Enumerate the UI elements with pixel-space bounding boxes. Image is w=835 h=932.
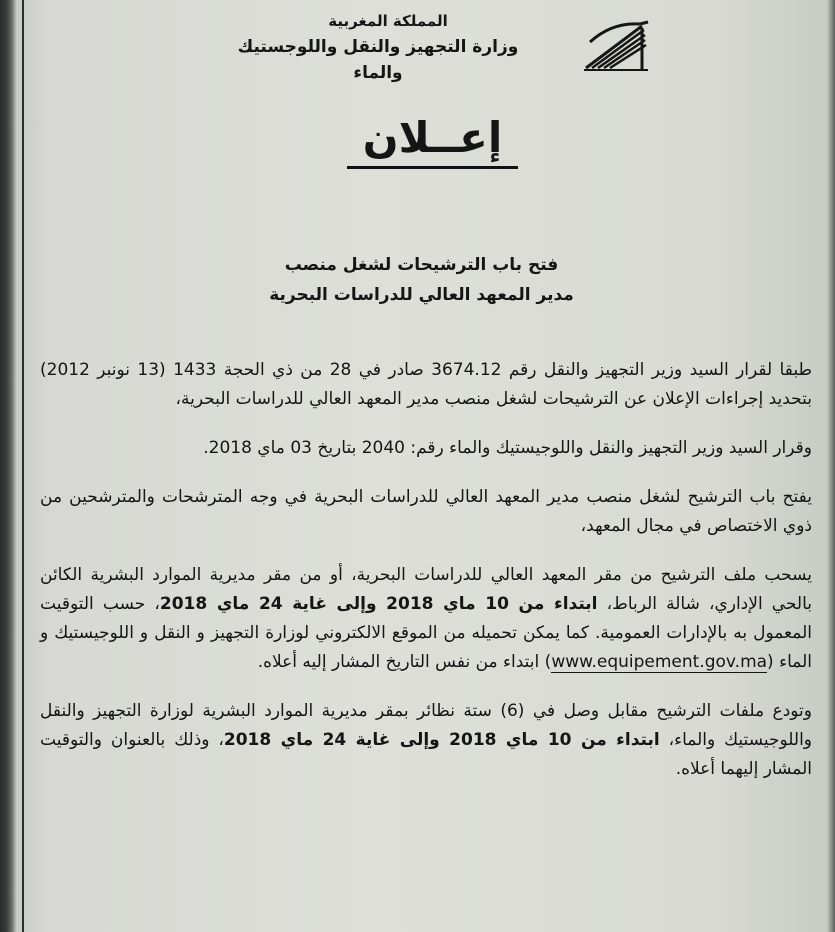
subject-line-1: فتح باب الترشيحات لشغل منصب — [284, 255, 559, 275]
paragraph-decision-2: وقرار السيد وزير التجهيز والنقل واللوجيستيك والماء رقم: 2040 بتاريخ 03 ماي 2018. — [203, 438, 812, 458]
ministry-name: وزارة التجهيز والنقل واللوجستيك والماء — [237, 37, 519, 83]
kingdom-name: المملكة المغربية — [328, 12, 448, 30]
submission-period: ابتداء من 10 ماي 2018 وإلى غاية 24 ماي 2018 — [223, 730, 660, 750]
announcement-body — [40, 356, 812, 784]
withdrawal-text-2: ، حسب التوقيت المعمول به بالإدارات العمومية. كما يمكن تحميله من الموقع الالكتروني لوزارة التجهيز و النقل و اللوجيستيك و الماء ( — [40, 594, 812, 672]
paragraph-file-submission — [40, 697, 812, 784]
announcement-title: إعــلان — [347, 110, 519, 169]
paragraph-opening: يفتح باب الترشيح لشغل منصب مدير المعهد العالي للدراسات البحرية في وجه المترشحات والمترشحين من ذوي الاختصاص في مجال المعهد، — [40, 487, 812, 536]
withdrawal-text-1: يسحب ملف الترشيح من مقر المعهد العالي للدراسات البحرية، أو من مقر مديرية الموارد البشرية الكائن بالحي الإداري، شالة الرباط، — [40, 565, 813, 614]
paragraph-file-withdrawal — [40, 561, 812, 677]
ministry-logo-icon — [582, 18, 652, 74]
announcement-subject — [0, 250, 835, 310]
ministry-website-link[interactable]: www.equipement.gov.ma — [551, 652, 768, 672]
subject-line-2: مدير المعهد العالي للدراسات البحرية — [269, 285, 574, 305]
announcement-title-block — [0, 110, 835, 169]
submission-text-2: ، وذلك بالعنوان والتوقيت المشار إليهما أعلاه. — [40, 730, 812, 779]
withdrawal-period: ابتداء من 10 ماي 2018 وإلى غاية 24 ماي 2018 — [159, 594, 598, 614]
submission-text-1: وتودع ملفات الترشيح مقابل وصل في (6) ستة نظائر بمقر مديرية الموارد البشرية لوزارة التجهيز والنقل واللوجيستيك والماء، — [40, 701, 813, 750]
paragraph-decision-1: طبقا لقرار السيد وزير التجهيز والنقل رقم 3674.12 صادر في 28 من ذي الحجة 1433 (13 نونبر 2012) بتحديد إجراءات الإعلان عن الترشيحات لشغل منصب مدير المعهد العالي للدراسات البحرية، — [40, 360, 812, 409]
document-header — [213, 8, 543, 86]
withdrawal-text-3: ) ابتداء من نفس التاريخ المشار إليه أعلاه. — [257, 652, 552, 672]
